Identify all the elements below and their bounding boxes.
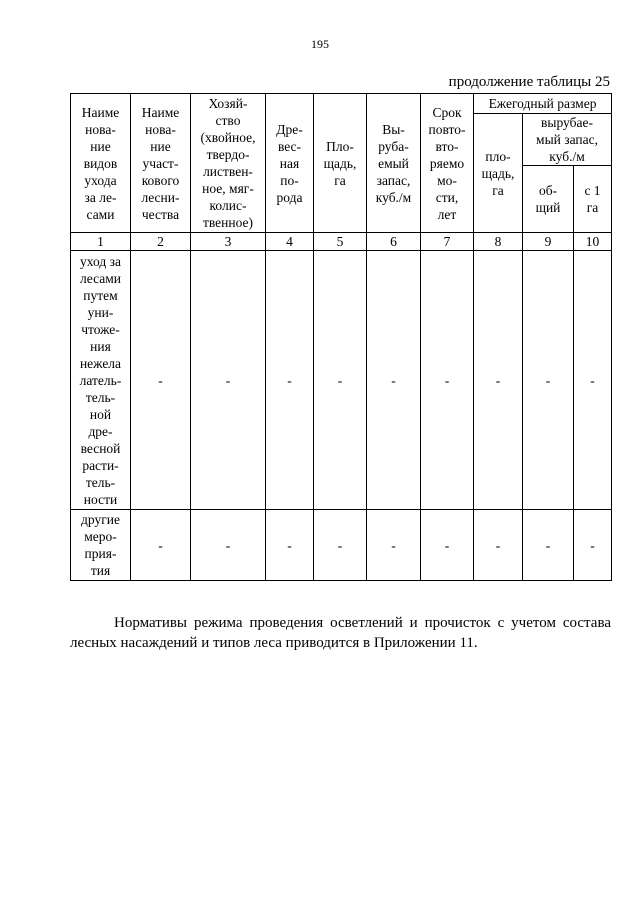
header-tree-species: Дре- вес- ная по- рода [266, 94, 314, 233]
table-cell: - [314, 510, 367, 581]
table-cell: - [421, 510, 474, 581]
table-cell: - [314, 251, 367, 510]
table-cell: - [574, 510, 612, 581]
column-number: 3 [191, 233, 266, 251]
header-annual-size: Ежегодный размер [474, 94, 612, 114]
column-number: 2 [131, 233, 191, 251]
column-number: 1 [71, 233, 131, 251]
header-area: Пло- щадь, га [314, 94, 367, 233]
header-repeat-period: Срок повто- вто- ряемо мо- сти, лет [421, 94, 474, 233]
table-cell: - [266, 251, 314, 510]
table-cell: - [523, 251, 574, 510]
column-number: 7 [421, 233, 474, 251]
header-forestry-district: Наиме нова- ние участ- кового лесни- чества [131, 94, 191, 233]
table-cell: - [474, 251, 523, 510]
table-cell: - [367, 251, 421, 510]
column-number: 8 [474, 233, 523, 251]
header-economy: Хозяй- ство (хвойное, твердо- листвен- ное, мяг- колис- твенное) [191, 94, 266, 233]
column-number: 6 [367, 233, 421, 251]
forest-care-table [70, 93, 612, 581]
table-cell: - [367, 510, 421, 581]
table-cell: - [474, 510, 523, 581]
column-number: 5 [314, 233, 367, 251]
table-cell: - [131, 251, 191, 510]
header-annual-cut-volume: вырубае- мый запас, куб./м [523, 114, 612, 166]
row-care-type: другие меро- прия- тия [71, 510, 131, 581]
table-cell: - [574, 251, 612, 510]
body-paragraph: Нормативы режима проведения осветлений и прочисток с учетом состава лесных насаждений и типов леса приводится в Приложении 11. [70, 615, 611, 651]
header-care-type: Наиме нова- ние видов ухода за ле- сами [71, 94, 131, 233]
column-number: 4 [266, 233, 314, 251]
table-cell: - [523, 510, 574, 581]
header-cut-volume: Вы- руба- емый запас, куб./м [367, 94, 421, 233]
table-cell: - [191, 251, 266, 510]
table-cell: - [266, 510, 314, 581]
page-number: 195 [311, 37, 329, 51]
header-total: об- щий [523, 166, 574, 233]
header-annual-area: пло- щадь, га [474, 114, 523, 233]
table-row [71, 510, 612, 581]
column-number: 10 [574, 233, 612, 251]
header-per-hectare: с 1 га [574, 166, 612, 233]
table-cell: - [421, 251, 474, 510]
table-cell: - [191, 510, 266, 581]
table-row [71, 251, 612, 510]
table-continuation-label: продолжение таблицы 25 [448, 74, 610, 90]
column-number: 9 [523, 233, 574, 251]
row-care-type: уход за лесами путем уни- чтоже- ния нежела латель- тель- ной дре- весной расти- тель- ности [71, 251, 131, 510]
table-cell: - [131, 510, 191, 581]
